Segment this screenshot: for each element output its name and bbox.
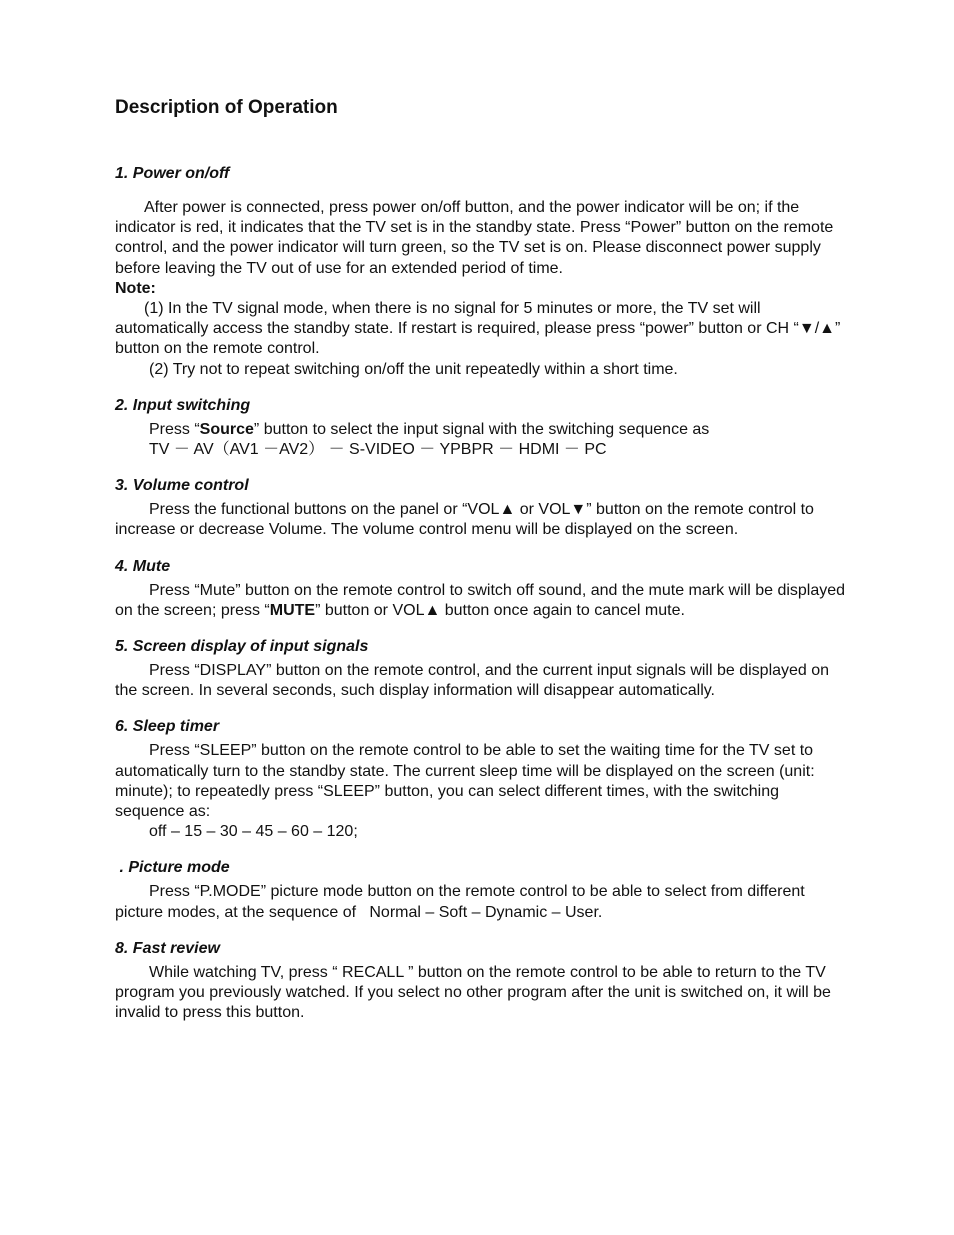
section-review xyxy=(115,939,850,1024)
section-heading-volume: 3. Volume control xyxy=(115,477,249,495)
section-heading-power: 1. Power on/off xyxy=(115,165,230,182)
section-mute xyxy=(115,557,850,621)
input-body-post: ” button to select the input signal with the switching sequence as xyxy=(253,420,710,438)
input-body xyxy=(115,420,850,440)
section-heading-display: 5. Screen display of input signals xyxy=(115,638,369,656)
mute-body-post: ” button or VOL▲ button once again to cancel mute. xyxy=(315,601,685,619)
section-input xyxy=(115,396,850,460)
volume-body: Press the functional buttons on the panel or “VOL▲ or VOL▼” button on the remote control to increase or decrease Volume. The volume control menu will be displayed on the screen. xyxy=(115,501,814,539)
picture-body: Press “P.MODE” picture mode button on the remote control to be able to select from different picture modes, at the sequence of Normal – Soft – Dynamic – User. xyxy=(115,883,810,921)
section-display xyxy=(115,637,850,701)
section-power xyxy=(115,164,850,380)
document-page xyxy=(115,96,850,1023)
note-2: (2) Try not to repeat switching on/off the unit repeatedly within a short time. xyxy=(149,360,678,378)
review-body: While watching TV, press “ RECALL ” button on the remote control to be able to return to the TV program you previously watched. If you select no other program after the unit is switched on, it will be invalid to press this button. xyxy=(115,963,831,1022)
page-title: Description of Operation xyxy=(115,97,338,118)
section-heading-review: 8. Fast review xyxy=(115,939,220,957)
input-sequence: TV － AV（AV1 －AV2） － S-VIDEO － YPBPR － HDMI － PC xyxy=(149,441,607,459)
section-sleep xyxy=(115,717,850,842)
section-heading-sleep: 6. Sleep timer xyxy=(115,718,220,736)
sleep-body: Press “SLEEP” button on the remote control to be able to set the waiting time for the TV set to automatically turn to the standby state. The current sleep time will be displayed on the screen (unit: minute); to repeatedly press “SLEEP” button, you can select different times, with the switching sequence as: xyxy=(115,742,815,821)
section-volume xyxy=(115,476,850,540)
section-heading-mute: 4. Mute xyxy=(115,557,171,575)
input-body-pre: Press “ xyxy=(149,420,200,438)
note-label: Note: xyxy=(115,279,156,297)
power-body: After power is connected, press power on/off button, and the power indicator will be on; if the indicator is red, it indicates that the TV set is in the standby state. Press “Power” button on the remote control, and the power indicator will turn green, so the TV set is on. Please disconnect power supply before leaving the TV out of use for an extended period of time. xyxy=(115,199,834,277)
mute-body xyxy=(115,581,850,621)
section-heading-input: 2. Input switching xyxy=(115,396,251,414)
sleep-sequence: off – 15 – 30 – 45 – 60 – 120; xyxy=(149,823,358,841)
mute-key: MUTE xyxy=(269,601,316,619)
section-picture xyxy=(115,858,850,922)
display-body: Press “DISPLAY” button on the remote control, and the current input signals will be displayed on the screen. In several seconds, such display information will disappear automatically. xyxy=(115,662,830,700)
source-key: Source xyxy=(199,420,254,438)
section-heading-picture: . Picture mode xyxy=(115,859,230,877)
mute-body-pre: Press “Mute” button on the remote control to switch off sound, and the mute mark will be displayed on the screen; press “ xyxy=(115,581,846,619)
note-1: (1) In the TV signal mode, when there is no signal for 5 minutes or more, the TV set will automatically access the standby state. If restart is required, please press “power” button or CH “▼/▲” button on the remote control. xyxy=(115,300,841,358)
